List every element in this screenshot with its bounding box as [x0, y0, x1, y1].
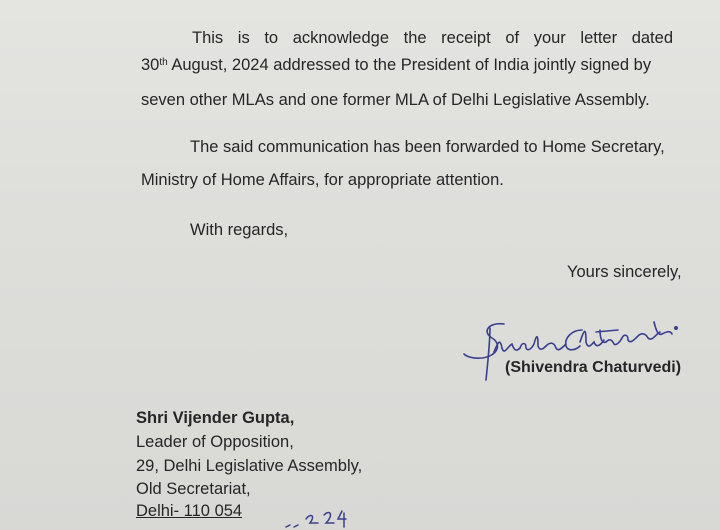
date-suffix: th	[159, 57, 168, 68]
word: is	[237, 29, 250, 47]
word: acknowledge	[292, 29, 390, 47]
para1-line2-rest: August, 2024 addressed to the President of India jointly signed by	[167, 56, 652, 74]
word: of	[505, 29, 520, 47]
word: letter	[580, 29, 618, 47]
regards-text: With regards,	[190, 221, 289, 239]
date-day: 30	[141, 56, 160, 74]
para2-line1: The said communication has been forwarded to Home Secretary,	[190, 138, 665, 156]
word: dated	[631, 29, 673, 47]
addressee-name: Shri Vijender Gupta,	[136, 409, 295, 427]
para1-line2	[141, 55, 651, 75]
word: to	[264, 29, 279, 47]
word: receipt	[441, 29, 491, 47]
addressee-title: Leader of Opposition,	[136, 433, 294, 451]
signatory-name: (Shivendra Chaturvedi)	[505, 359, 682, 376]
word: This	[192, 29, 224, 47]
handwritten-mark	[280, 505, 360, 530]
word: the	[403, 29, 427, 47]
word: your	[533, 29, 566, 47]
addressee-line1: 29, Delhi Legislative Assembly,	[136, 457, 363, 475]
para1-line1	[192, 28, 673, 48]
para2-line2: Ministry of Home Affairs, for appropriate attention.	[141, 171, 504, 189]
para1-line3: seven other MLAs and one former MLA of Delhi Legislative Assembly.	[141, 91, 650, 109]
addressee-line3: Delhi- 110 054	[136, 502, 243, 520]
addressee-line2: Old Secretariat,	[136, 480, 251, 498]
closing-text: Yours sincerely,	[567, 263, 682, 281]
